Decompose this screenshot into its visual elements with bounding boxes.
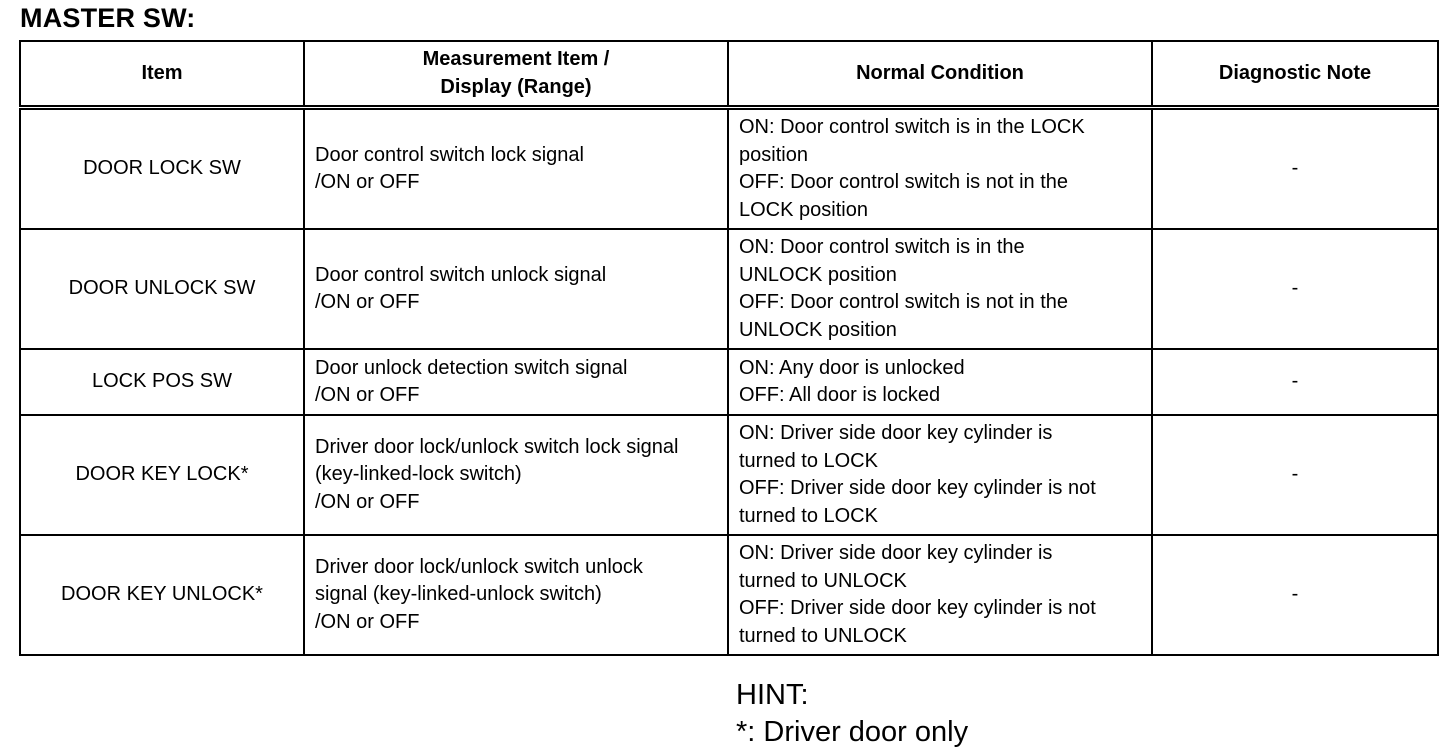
note-cell: - bbox=[1152, 415, 1438, 535]
condition-line: ON: Driver side door key cylinder is bbox=[739, 542, 1053, 564]
item-cell: DOOR UNLOCK SW bbox=[20, 229, 304, 349]
measurement-line: /ON or OFF bbox=[315, 610, 420, 633]
measurement-line: Driver door lock/unlock switch lock signal bbox=[315, 435, 679, 458]
header-measurement-line1: Measurement Item / bbox=[422, 48, 610, 70]
header-normal-condition: Normal Condition bbox=[728, 41, 1152, 108]
condition-line: turned to LOCK bbox=[739, 504, 878, 527]
condition-cell bbox=[728, 349, 1152, 415]
condition-line: OFF: Door control switch is not in the bbox=[739, 291, 1069, 313]
measurement-line: /ON or OFF bbox=[315, 490, 420, 513]
measurement-line: /ON or OFF bbox=[315, 384, 420, 406]
data-table bbox=[19, 40, 1439, 656]
item-cell: DOOR LOCK SW bbox=[20, 108, 304, 230]
condition-line: UNLOCK position bbox=[739, 318, 897, 341]
measurement-cell bbox=[304, 349, 728, 415]
table-header-row bbox=[20, 41, 1438, 108]
header-measurement bbox=[304, 41, 728, 108]
item-cell: LOCK POS SW bbox=[20, 349, 304, 415]
table-row bbox=[20, 349, 1438, 415]
measurement-line: Door control switch unlock signal bbox=[315, 263, 607, 286]
measurement-line: signal (key-linked-unlock switch) bbox=[315, 583, 602, 606]
header-diagnostic-note: Diagnostic Note bbox=[1152, 41, 1438, 108]
condition-line: OFF: Door control switch is not in the bbox=[739, 171, 1069, 193]
condition-cell bbox=[728, 415, 1152, 535]
note-cell: - bbox=[1152, 349, 1438, 415]
condition-line: OFF: Driver side door key cylinder is not bbox=[739, 597, 1096, 619]
header-measurement-line2: Display (Range) bbox=[440, 75, 592, 98]
item-cell: DOOR KEY UNLOCK* bbox=[20, 535, 304, 655]
table-row bbox=[20, 415, 1438, 535]
measurement-line: /ON or OFF bbox=[315, 291, 420, 313]
condition-line: turned to LOCK bbox=[739, 449, 878, 472]
table-row bbox=[20, 535, 1438, 655]
hint-text: *: Driver door only bbox=[736, 716, 969, 748]
measurement-line: /ON or OFF bbox=[315, 171, 420, 193]
measurement-cell bbox=[304, 229, 728, 349]
note-cell: - bbox=[1152, 108, 1438, 230]
measurement-cell bbox=[304, 415, 728, 535]
condition-line: turned to UNLOCK bbox=[739, 569, 907, 592]
table-row bbox=[20, 229, 1438, 349]
measurement-line: Driver door lock/unlock switch unlock bbox=[315, 555, 643, 578]
condition-line: ON: Door control switch is in the bbox=[739, 236, 1025, 258]
note-cell: - bbox=[1152, 535, 1438, 655]
condition-line: OFF: Driver side door key cylinder is not bbox=[739, 477, 1096, 499]
condition-line: ON: Any door is unlocked bbox=[739, 356, 965, 379]
page-title: MASTER SW: bbox=[20, 3, 196, 33]
condition-line: ON: Driver side door key cylinder is bbox=[739, 422, 1053, 444]
note-cell: - bbox=[1152, 229, 1438, 349]
condition-line: LOCK position bbox=[739, 198, 868, 221]
condition-line: position bbox=[739, 143, 808, 166]
condition-line: UNLOCK position bbox=[739, 263, 897, 286]
item-cell: DOOR KEY LOCK* bbox=[20, 415, 304, 535]
condition-line: ON: Door control switch is in the LOCK bbox=[739, 116, 1085, 138]
condition-cell bbox=[728, 108, 1152, 230]
measurement-cell bbox=[304, 108, 728, 230]
measurement-cell bbox=[304, 535, 728, 655]
condition-cell bbox=[728, 229, 1152, 349]
hint-heading: HINT: bbox=[736, 679, 809, 711]
table-row bbox=[20, 108, 1438, 230]
hint-block bbox=[736, 677, 968, 751]
measurement-line: (key-linked-lock switch) bbox=[315, 463, 522, 486]
condition-line: turned to UNLOCK bbox=[739, 624, 907, 647]
measurement-line: Door control switch lock signal bbox=[315, 143, 584, 166]
condition-line: OFF: All door is locked bbox=[739, 384, 941, 406]
measurement-line: Door unlock detection switch signal bbox=[315, 356, 628, 379]
condition-cell bbox=[728, 535, 1152, 655]
header-item: Item bbox=[20, 41, 304, 108]
